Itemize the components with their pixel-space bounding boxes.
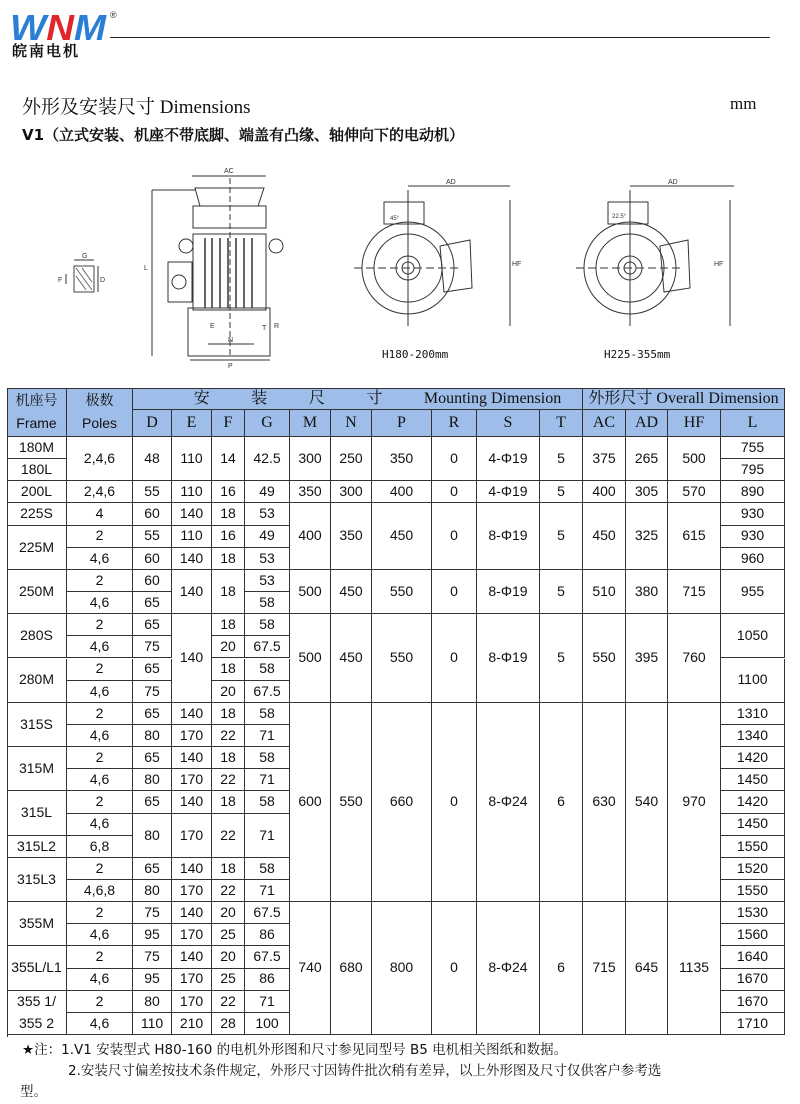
value-cell-e: 170 <box>172 991 212 1013</box>
header-mounting <box>133 388 583 410</box>
value-cell-g: 71 <box>245 725 290 747</box>
value-cell-l: 1450 <box>721 814 785 836</box>
page-title: 外形及安装尺寸 Dimensions <box>22 97 251 118</box>
value-cell-d: 75 <box>133 946 172 968</box>
value-cell-n: 450 <box>331 570 372 614</box>
svg-text:F: F <box>58 277 63 284</box>
drawing-caption-h225-355: H225-355mm <box>604 348 671 361</box>
column-header-f: F <box>212 410 245 437</box>
poles-cell: 4 <box>67 503 133 525</box>
value-cell-e: 170 <box>172 924 212 946</box>
header-mounting-cn-char: 尺 <box>308 389 325 407</box>
column-header-s: S <box>477 410 540 437</box>
value-cell-t: 5 <box>540 437 583 481</box>
header-mounting-cn-char: 安 <box>193 389 210 407</box>
poles-cell: 2,4,6 <box>67 481 133 503</box>
value-cell-hf: 570 <box>668 481 721 503</box>
value-cell-m: 500 <box>290 614 331 703</box>
value-cell-hf: 1135 <box>668 902 721 1035</box>
value-cell-e: 110 <box>172 481 212 503</box>
value-cell-d: 65 <box>133 659 172 681</box>
value-cell-d: 80 <box>133 991 172 1013</box>
value-cell-t: 6 <box>540 902 583 1035</box>
value-cell-s: 8-Φ24 <box>477 703 540 902</box>
value-cell-p: 350 <box>372 437 432 481</box>
value-cell-r: 0 <box>432 614 477 703</box>
poles-cell: 2,4,6 <box>67 437 133 481</box>
value-cell-e: 140 <box>172 858 212 880</box>
value-cell-e: 140 <box>172 703 212 725</box>
frame-cell: 355 2 <box>7 1013 67 1035</box>
frame-cell: 315L2 <box>7 836 67 858</box>
value-cell-f: 22 <box>212 814 245 858</box>
note-2: 2.安装尺寸偏差按技术条件规定，外形尺寸因铸件批次稍有差异，以上外形图及尺寸仅供客户参考选 <box>68 1063 662 1079</box>
value-cell-ad: 395 <box>626 614 668 703</box>
value-cell-g: 53 <box>245 548 290 570</box>
value-cell-t: 5 <box>540 481 583 503</box>
value-cell-g: 58 <box>245 791 290 813</box>
value-cell-l: 1550 <box>721 836 785 858</box>
value-cell-ad: 325 <box>626 503 668 569</box>
value-cell-ad: 265 <box>626 437 668 481</box>
value-cell-g: 86 <box>245 969 290 991</box>
poles-cell: 4,6 <box>67 1013 133 1035</box>
value-cell-n: 350 <box>331 503 372 569</box>
value-cell-l: 1530 <box>721 902 785 924</box>
value-cell-l: 1100 <box>721 659 785 703</box>
frame-cell: 180M <box>7 437 67 459</box>
value-cell-t: 5 <box>540 614 583 703</box>
value-cell-d: 65 <box>133 703 172 725</box>
unit-label: mm <box>730 94 757 113</box>
header-mounting-cn-char: 寸 <box>366 389 383 407</box>
value-cell-f: 14 <box>212 437 245 481</box>
value-cell-f: 20 <box>212 902 245 924</box>
value-cell-f: 20 <box>212 946 245 968</box>
header-rule <box>110 37 770 38</box>
svg-text:45°: 45° <box>390 216 400 222</box>
poles-cell: 4,6 <box>67 769 133 791</box>
value-cell-p: 400 <box>372 481 432 503</box>
value-cell-g: 49 <box>245 481 290 503</box>
value-cell-f: 22 <box>212 725 245 747</box>
value-cell-d: 60 <box>133 570 172 592</box>
value-cell-d: 80 <box>133 814 172 858</box>
value-cell-g: 53 <box>245 503 290 525</box>
value-cell-f: 18 <box>212 503 245 525</box>
value-cell-l: 1340 <box>721 725 785 747</box>
value-cell-p: 660 <box>372 703 432 902</box>
poles-cell: 4,6 <box>67 814 133 836</box>
column-header-ad: AD <box>626 410 668 437</box>
value-cell-m: 500 <box>290 570 331 614</box>
value-cell-e: 140 <box>172 503 212 525</box>
frame-cell: 315L3 <box>7 858 67 902</box>
value-cell-d: 65 <box>133 592 172 614</box>
value-cell-e: 140 <box>172 902 212 924</box>
value-cell-d: 65 <box>133 614 172 636</box>
value-cell-n: 300 <box>331 481 372 503</box>
poles-cell: 2 <box>67 659 133 681</box>
column-header-n: N <box>331 410 372 437</box>
value-cell-ad: 645 <box>626 902 668 1035</box>
value-cell-ac: 450 <box>583 503 626 569</box>
value-cell-d: 48 <box>133 437 172 481</box>
value-cell-d: 75 <box>133 681 172 703</box>
column-header-l: L <box>721 410 785 437</box>
value-cell-l: 960 <box>721 548 785 570</box>
shaft-section-drawing <box>58 253 105 292</box>
value-cell-r: 0 <box>432 570 477 614</box>
value-cell-p: 450 <box>372 503 432 569</box>
svg-text:T: T <box>262 325 267 332</box>
value-cell-l: 1310 <box>721 703 785 725</box>
value-cell-e: 210 <box>172 1013 212 1035</box>
value-cell-l: 930 <box>721 526 785 548</box>
svg-text:N: N <box>228 337 234 344</box>
frame-cell: 315M <box>7 747 67 791</box>
value-cell-g: 58 <box>245 703 290 725</box>
value-cell-s: 8-Φ19 <box>477 614 540 703</box>
value-cell-d: 80 <box>133 725 172 747</box>
value-cell-f: 22 <box>212 991 245 1013</box>
value-cell-g: 71 <box>245 814 290 858</box>
value-cell-g: 71 <box>245 880 290 902</box>
value-cell-p: 550 <box>372 570 432 614</box>
poles-cell: 2 <box>67 991 133 1013</box>
frame-cell: 225S <box>7 503 67 525</box>
value-cell-g: 100 <box>245 1013 290 1035</box>
value-cell-l: 1670 <box>721 969 785 991</box>
value-cell-g: 67.5 <box>245 946 290 968</box>
value-cell-d: 65 <box>133 747 172 769</box>
value-cell-s: 4-Φ19 <box>477 437 540 481</box>
dimensions-table <box>7 388 785 1037</box>
value-cell-g: 53 <box>245 570 290 592</box>
poles-cell: 4,6 <box>67 592 133 614</box>
header-frame-en: Frame <box>16 415 57 431</box>
svg-text:HF: HF <box>714 261 724 268</box>
value-cell-t: 5 <box>540 503 583 569</box>
value-cell-e: 110 <box>172 526 212 548</box>
value-cell-l: 1550 <box>721 880 785 902</box>
svg-text:P: P <box>228 363 233 370</box>
value-cell-g: 58 <box>245 592 290 614</box>
poles-cell: 2 <box>67 946 133 968</box>
value-cell-ac: 375 <box>583 437 626 481</box>
value-cell-d: 80 <box>133 769 172 791</box>
poles-cell: 2 <box>67 526 133 548</box>
value-cell-m: 740 <box>290 902 331 1035</box>
front-view-h225-355-drawing <box>576 179 734 326</box>
value-cell-n: 680 <box>331 902 372 1035</box>
value-cell-f: 25 <box>212 969 245 991</box>
value-cell-d: 80 <box>133 880 172 902</box>
frame-cell: 200L <box>7 481 67 503</box>
header-poles-en: Poles <box>81 415 118 431</box>
value-cell-t: 6 <box>540 703 583 902</box>
value-cell-hf: 615 <box>668 503 721 569</box>
value-cell-hf: 715 <box>668 570 721 614</box>
poles-cell: 4,6 <box>67 681 133 703</box>
value-cell-l: 1420 <box>721 747 785 769</box>
value-cell-f: 22 <box>212 769 245 791</box>
value-cell-g: 42.5 <box>245 437 290 481</box>
poles-cell: 2 <box>67 614 133 636</box>
value-cell-l: 1670 <box>721 991 785 1013</box>
value-cell-s: 8-Φ19 <box>477 503 540 569</box>
value-cell-hf: 500 <box>668 437 721 481</box>
value-cell-l: 1450 <box>721 769 785 791</box>
svg-text:22.5°: 22.5° <box>612 214 627 220</box>
column-header-ac: AC <box>583 410 626 437</box>
value-cell-l: 1420 <box>721 791 785 813</box>
poles-cell: 4,6,8 <box>67 880 133 902</box>
value-cell-g: 67.5 <box>245 902 290 924</box>
value-cell-r: 0 <box>432 503 477 569</box>
value-cell-m: 350 <box>290 481 331 503</box>
poles-cell: 4,6 <box>67 969 133 991</box>
header-frame-cn: 机座号 <box>15 392 58 408</box>
column-header-t: T <box>540 410 583 437</box>
page-subtitle: V1（立式安装、机座不带底脚、端盖有凸缘、轴伸向下的电动机） <box>22 126 465 144</box>
value-cell-ac: 400 <box>583 481 626 503</box>
value-cell-f: 18 <box>212 791 245 813</box>
value-cell-f: 18 <box>212 614 245 636</box>
value-cell-l: 890 <box>721 481 785 503</box>
value-cell-g: 71 <box>245 769 290 791</box>
svg-text:AD: AD <box>446 179 456 186</box>
value-cell-d: 65 <box>133 791 172 813</box>
frame-cell: 355 1/ <box>7 991 67 1013</box>
value-cell-e: 170 <box>172 814 212 858</box>
frame-cell: 355M <box>7 902 67 946</box>
svg-text:AC: AC <box>224 168 234 175</box>
header-frame <box>7 388 67 437</box>
value-cell-r: 0 <box>432 902 477 1035</box>
column-header-p: P <box>372 410 432 437</box>
header-poles-cn: 极数 <box>85 392 114 408</box>
value-cell-e: 170 <box>172 725 212 747</box>
value-cell-ad: 540 <box>626 703 668 902</box>
header-mounting-cn-char: 装 <box>251 389 268 407</box>
svg-text:AD: AD <box>668 179 678 186</box>
front-view-h180-200-drawing <box>354 179 521 326</box>
frame-cell: 315S <box>7 703 67 747</box>
value-cell-f: 25 <box>212 924 245 946</box>
value-cell-f: 20 <box>212 636 245 658</box>
value-cell-f: 28 <box>212 1013 245 1035</box>
value-cell-f: 16 <box>212 526 245 548</box>
value-cell-g: 49 <box>245 526 290 548</box>
value-cell-f: 18 <box>212 858 245 880</box>
value-cell-d: 95 <box>133 969 172 991</box>
value-cell-l: 1710 <box>721 1013 785 1035</box>
svg-text:D: D <box>100 277 106 284</box>
value-cell-e: 170 <box>172 769 212 791</box>
column-header-m: M <box>290 410 331 437</box>
value-cell-e: 140 <box>172 548 212 570</box>
value-cell-r: 0 <box>432 703 477 902</box>
value-cell-d: 110 <box>133 1013 172 1035</box>
dimension-drawings <box>40 158 740 370</box>
value-cell-g: 67.5 <box>245 681 290 703</box>
value-cell-hf: 760 <box>668 614 721 703</box>
header-overall: 外形尺寸 Overall Dimension <box>583 388 785 410</box>
value-cell-l: 930 <box>721 503 785 525</box>
value-cell-f: 18 <box>212 548 245 570</box>
frame-cell: 355L/L1 <box>7 946 67 990</box>
value-cell-l: 955 <box>721 570 785 614</box>
poles-cell: 2 <box>67 747 133 769</box>
value-cell-s: 4-Φ19 <box>477 481 540 503</box>
value-cell-p: 800 <box>372 902 432 1035</box>
svg-text:R: R <box>274 323 280 330</box>
column-header-r: R <box>432 410 477 437</box>
value-cell-d: 55 <box>133 481 172 503</box>
value-cell-ac: 715 <box>583 902 626 1035</box>
column-header-d: D <box>133 410 172 437</box>
svg-text:G: G <box>82 253 88 260</box>
value-cell-f: 18 <box>212 659 245 681</box>
column-header-g: G <box>245 410 290 437</box>
value-cell-ac: 630 <box>583 703 626 902</box>
value-cell-m: 300 <box>290 437 331 481</box>
value-cell-n: 450 <box>331 614 372 703</box>
column-header-e: E <box>172 410 212 437</box>
value-cell-f: 22 <box>212 880 245 902</box>
value-cell-e: 170 <box>172 969 212 991</box>
value-cell-e: 140 <box>172 946 212 968</box>
value-cell-d: 75 <box>133 902 172 924</box>
value-cell-m: 400 <box>290 503 331 569</box>
value-cell-e: 140 <box>172 747 212 769</box>
value-cell-ad: 305 <box>626 481 668 503</box>
value-cell-n: 250 <box>331 437 372 481</box>
poles-cell: 2 <box>67 703 133 725</box>
note-2-continued: 型。 <box>20 1084 47 1100</box>
value-cell-ad: 380 <box>626 570 668 614</box>
value-cell-e: 140 <box>172 614 212 703</box>
poles-cell: 4,6 <box>67 636 133 658</box>
poles-cell: 2 <box>67 902 133 924</box>
frame-cell: 315L <box>7 791 67 835</box>
value-cell-p: 550 <box>372 614 432 703</box>
poles-cell: 2 <box>67 791 133 813</box>
value-cell-n: 550 <box>331 703 372 902</box>
value-cell-r: 0 <box>432 437 477 481</box>
notes <box>22 1040 661 1103</box>
value-cell-d: 75 <box>133 636 172 658</box>
value-cell-d: 60 <box>133 503 172 525</box>
value-cell-m: 600 <box>290 703 331 902</box>
motor-side-view-drawing <box>144 168 283 370</box>
value-cell-hf: 970 <box>668 703 721 902</box>
value-cell-g: 58 <box>245 614 290 636</box>
company-name: 皖南电机 <box>12 42 81 60</box>
frame-cell: 180L <box>7 459 67 481</box>
value-cell-f: 18 <box>212 570 245 614</box>
value-cell-d: 95 <box>133 924 172 946</box>
value-cell-l: 1560 <box>721 924 785 946</box>
frame-cell: 280S <box>7 614 67 658</box>
value-cell-ac: 550 <box>583 614 626 703</box>
value-cell-f: 16 <box>212 481 245 503</box>
value-cell-r: 0 <box>432 481 477 503</box>
value-cell-e: 110 <box>172 437 212 481</box>
value-cell-s: 8-Φ19 <box>477 570 540 614</box>
value-cell-g: 86 <box>245 924 290 946</box>
frame-cell: 225M <box>7 526 67 570</box>
poles-cell: 2 <box>67 570 133 592</box>
value-cell-g: 58 <box>245 659 290 681</box>
poles-cell: 2 <box>67 858 133 880</box>
value-cell-t: 5 <box>540 570 583 614</box>
header-poles <box>67 388 133 437</box>
value-cell-e: 140 <box>172 791 212 813</box>
poles-cell: 6,8 <box>67 836 133 858</box>
drawing-caption-h180-200: H180-200mm <box>382 348 449 361</box>
frame-cell: 280M <box>7 659 67 703</box>
poles-cell: 4,6 <box>67 725 133 747</box>
value-cell-ac: 510 <box>583 570 626 614</box>
value-cell-e: 140 <box>172 570 212 614</box>
value-cell-f: 18 <box>212 747 245 769</box>
header-mounting-en: Mounting Dimension <box>423 389 562 407</box>
value-cell-g: 58 <box>245 858 290 880</box>
value-cell-d: 60 <box>133 548 172 570</box>
value-cell-l: 1050 <box>721 614 785 658</box>
svg-text:E: E <box>210 323 215 330</box>
value-cell-e: 170 <box>172 880 212 902</box>
value-cell-l: 1640 <box>721 946 785 968</box>
registered-mark: ® <box>110 10 117 20</box>
value-cell-f: 18 <box>212 703 245 725</box>
value-cell-l: 755 <box>721 437 785 459</box>
column-header-hf: HF <box>668 410 721 437</box>
value-cell-l: 795 <box>721 459 785 481</box>
value-cell-g: 67.5 <box>245 636 290 658</box>
poles-cell: 4,6 <box>67 548 133 570</box>
poles-cell: 4,6 <box>67 924 133 946</box>
value-cell-l: 1520 <box>721 858 785 880</box>
value-cell-f: 20 <box>212 681 245 703</box>
value-cell-g: 58 <box>245 747 290 769</box>
frame-cell: 250M <box>7 570 67 614</box>
value-cell-s: 8-Φ24 <box>477 902 540 1035</box>
value-cell-d: 55 <box>133 526 172 548</box>
note-1: ★注：1.V1 安装型式 H80-160 的电机外形图和尺寸参见同型号 B5 电机相关图纸和数据。 <box>22 1042 568 1058</box>
value-cell-d: 65 <box>133 858 172 880</box>
value-cell-g: 71 <box>245 991 290 1013</box>
svg-text:L: L <box>144 265 148 272</box>
svg-text:WNM: WNM <box>10 7 104 48</box>
svg-text:HF: HF <box>512 261 522 268</box>
